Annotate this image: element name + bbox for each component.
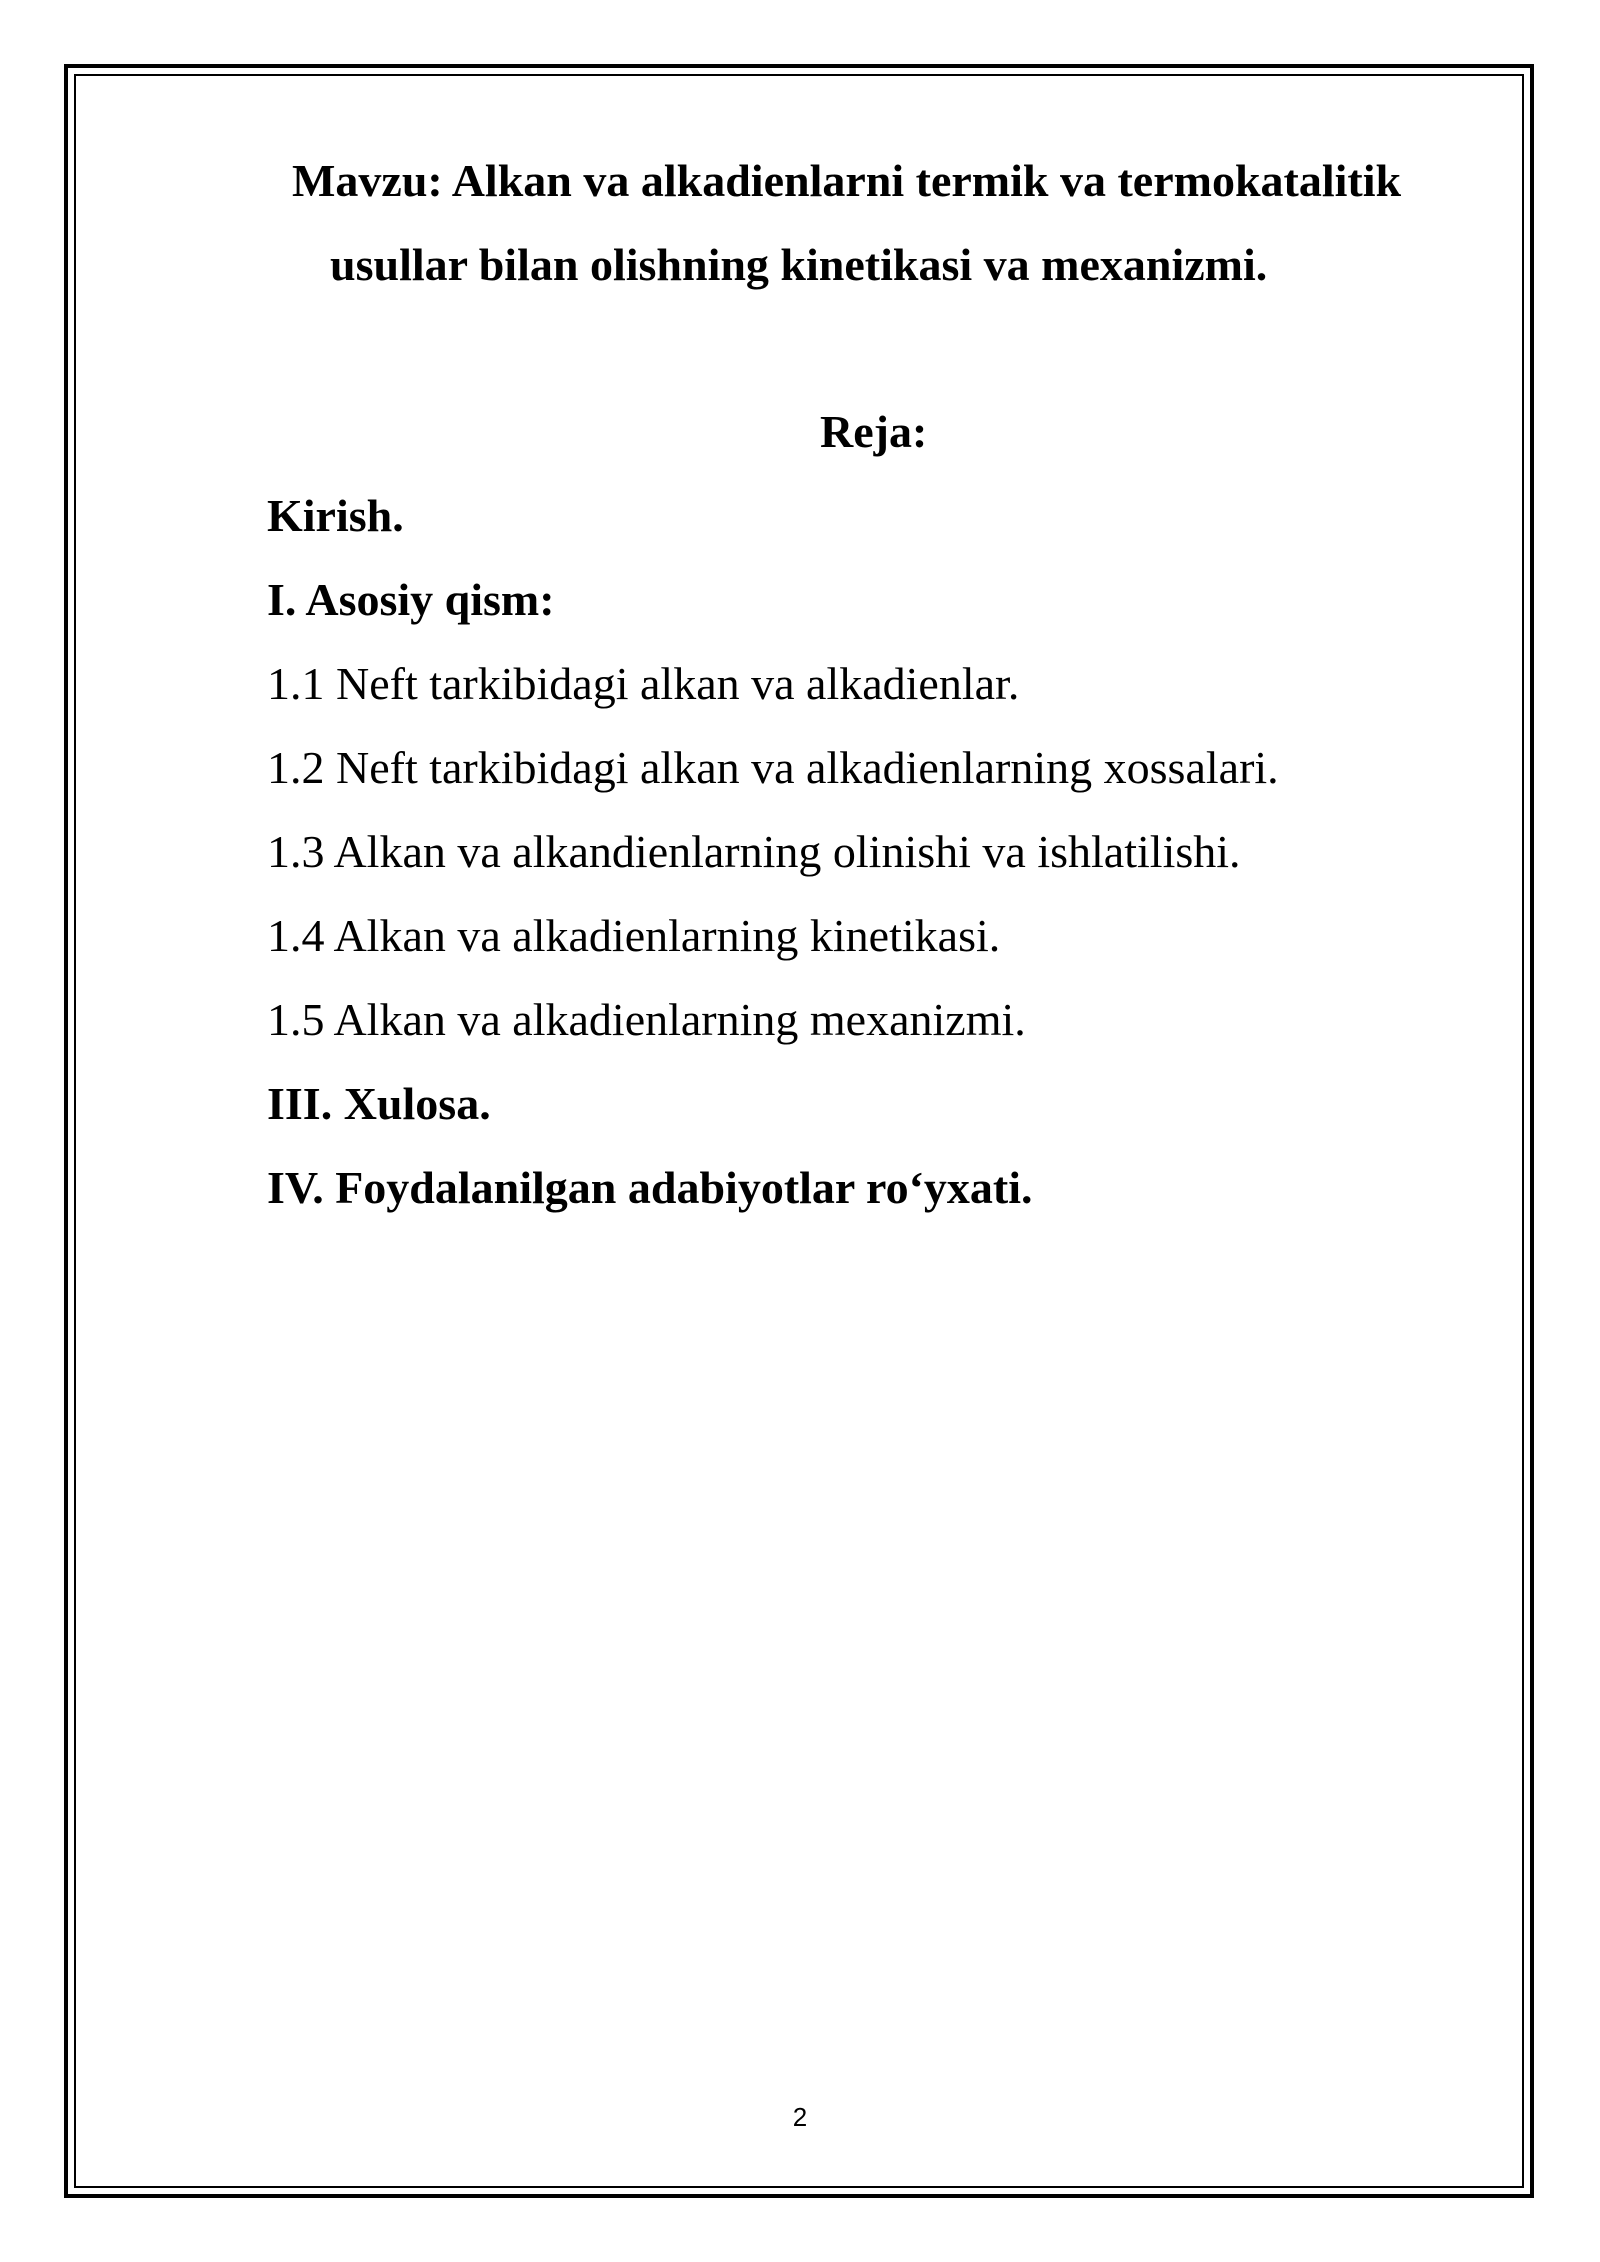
plan-item: 1.3 Alkan va alkandienlarning olinishi va ishlatilishi. bbox=[267, 826, 1241, 877]
topic-title-line-2: usullar bilan olishning kinetikasi va mexanizmi. bbox=[330, 239, 1268, 290]
plan-main-part: I. Asosiy qism: bbox=[267, 574, 555, 625]
page-border-inner bbox=[74, 74, 1524, 2188]
page-number: 2 bbox=[792, 2102, 808, 2132]
plan-item: 1.2 Neft tarkibidagi alkan va alkadienlarning xossalari. bbox=[267, 742, 1279, 793]
plan-item: 1.1 Neft tarkibidagi alkan va alkadienlar. bbox=[267, 658, 1020, 709]
plan-references: IV. Foydalanilgan adabiyotlar ro‘yxati. bbox=[267, 1162, 1033, 1213]
plan-item: 1.5 Alkan va alkadienlarning mexanizmi. bbox=[267, 994, 1026, 1045]
plan-item: 1.4 Alkan va alkadienlarning kinetikasi. bbox=[267, 910, 1001, 961]
plan-conclusion: III. Xulosa. bbox=[267, 1078, 491, 1129]
plan-heading: Reja: bbox=[820, 406, 928, 457]
plan-intro: Kirish. bbox=[267, 490, 404, 541]
topic-title-line-1: Mavzu: Alkan va alkadienlarni termik va termokatalitik bbox=[292, 155, 1402, 206]
